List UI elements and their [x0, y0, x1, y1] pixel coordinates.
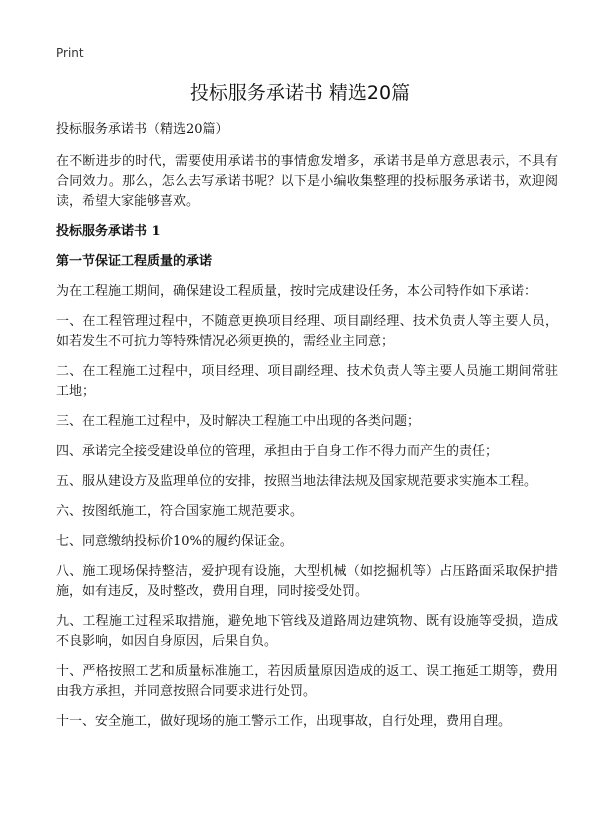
document-body — [56, 120, 558, 742]
document-subtitle: 投标服务承诺书（精选20篇） — [56, 122, 229, 137]
list-item: 一、在工程管理过程中，不随意更换项目经理、项目副经理、技术负责人等主要人员，如若发生不可抗力等特殊情况必须更换的，需经业主同意； — [56, 314, 558, 349]
list-item: 九、工程施工过程采取措施，避免地下管线及道路周边建筑物、既有设施等受损，造成不良影响，如因自身原因，后果自负。 — [56, 614, 558, 649]
list-item: 十、严格按照工艺和质量标准施工，若因质量原因造成的返工、误工拖延工期等，费用由我方承担，并同意按照合同要求进行处罚。 — [56, 664, 558, 699]
lead-paragraph: 为在工程施工期间，确保建设工程质量，按时完成建设任务，本公司特作如下承诺： — [56, 284, 538, 299]
list-item: 八、施工现场保持整洁，爱护现有设施，大型机械（如挖掘机等）占压路面采取保护措施，如有违反，及时整改，费用自理，同时接受处罚。 — [56, 564, 558, 599]
list-item: 二、在工程施工过程中，项目经理、项目副经理、技术负责人等主要人员施工期间常驻工地； — [56, 364, 558, 399]
list-item: 十一、安全施工，做好现场的施工警示工作，出现事故，自行处理，费用自理。 — [56, 714, 512, 729]
list-item: 四、承诺完全接受建设单位的管理，承担由于自身工作不得力而产生的责任； — [56, 444, 499, 459]
subsection-heading: 第一节保证工程质量的承诺 — [56, 254, 213, 269]
list-item: 五、服从建设方及监理单位的安排，按照当地法律法规及国家规范要求实施本工程。 — [56, 474, 538, 489]
section-heading: 投标服务承诺书 1 — [56, 224, 161, 239]
page-title: 投标服务承诺书 精选20篇 — [189, 82, 411, 104]
list-item: 三、在工程施工过程中，及时解决工程施工中出现的各类问题； — [56, 414, 421, 429]
list-item: 六、按图纸施工，符合国家施工规范要求。 — [56, 504, 304, 519]
list-item: 七、同意缴纳投标价10%的履约保证金。 — [56, 534, 293, 549]
print-link[interactable]: Print — [56, 46, 84, 60]
intro-paragraph: 在不断进步的时代，需要使用承诺书的事情愈发增多，承诺书是单方意思表示，不具有合同效力。那么，怎么去写承诺书呢？以下是小编收集整理的投标服务承诺书，欢迎阅读，希望大家能够喜欢。 — [56, 154, 558, 209]
